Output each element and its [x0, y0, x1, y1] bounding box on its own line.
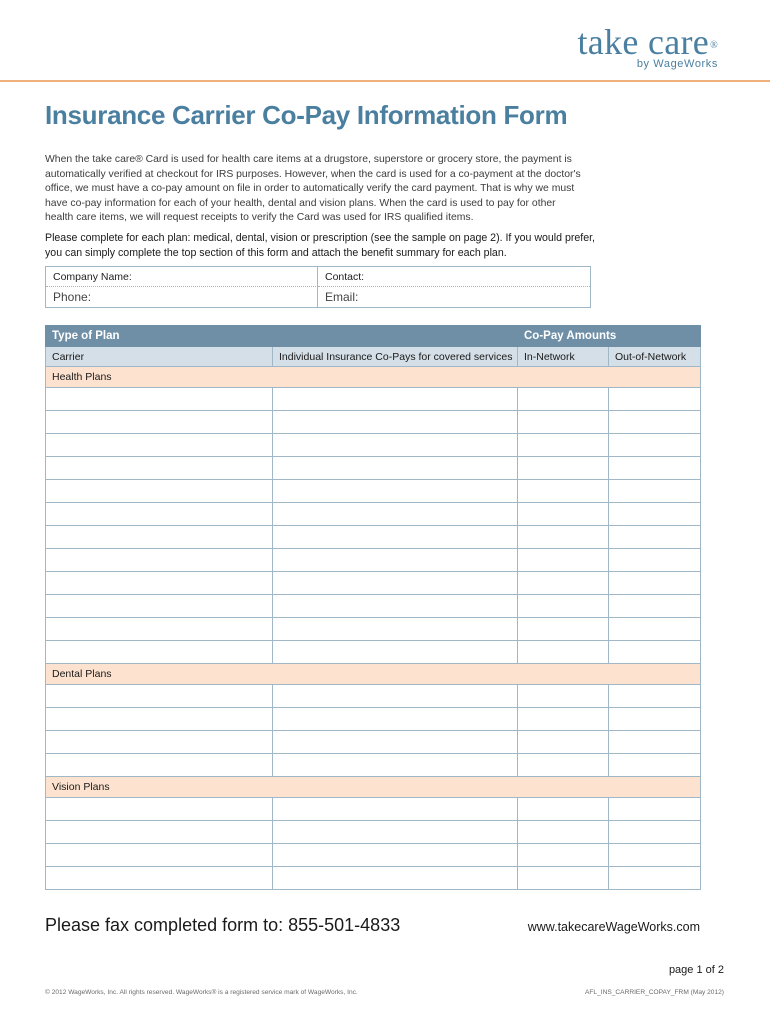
carrier-cell[interactable]: [46, 480, 273, 503]
table-row: [46, 503, 701, 526]
table-row: [46, 388, 701, 411]
copays-cell[interactable]: [273, 618, 518, 641]
table-row: [46, 708, 701, 731]
out-of-network-cell[interactable]: [609, 434, 701, 457]
in-network-cell[interactable]: [518, 867, 609, 890]
fax-instruction: Please fax completed form to: 855-501-4833: [45, 915, 401, 935]
in-network-cell[interactable]: [518, 434, 609, 457]
out-of-network-cell[interactable]: [609, 844, 701, 867]
copays-cell[interactable]: [273, 731, 518, 754]
out-of-network-cell[interactable]: [609, 731, 701, 754]
out-of-network-cell[interactable]: [609, 708, 701, 731]
contact-info-box: [45, 266, 591, 308]
email-field[interactable]: Email:: [325, 290, 359, 304]
carrier-cell[interactable]: [46, 388, 273, 411]
logo-wordmark: take care®: [577, 22, 718, 62]
carrier-cell[interactable]: [46, 595, 273, 618]
table-row: [46, 526, 701, 549]
in-network-cell[interactable]: [518, 503, 609, 526]
in-network-cell[interactable]: [518, 731, 609, 754]
carrier-cell[interactable]: [46, 754, 273, 777]
in-network-cell[interactable]: [518, 821, 609, 844]
carrier-cell[interactable]: [46, 411, 273, 434]
in-network-cell[interactable]: [518, 754, 609, 777]
page-number: page 1 of 2: [668, 964, 724, 976]
table-row: [46, 798, 701, 821]
logo-byline: by WageWorks: [636, 58, 718, 70]
copays-cell[interactable]: [273, 480, 518, 503]
table-row: [46, 641, 701, 664]
carrier-cell[interactable]: [46, 798, 273, 821]
copays-cell[interactable]: [273, 503, 518, 526]
copays-cell[interactable]: [273, 526, 518, 549]
out-of-network-cell[interactable]: [609, 457, 701, 480]
table-row: [46, 821, 701, 844]
table-row: [46, 867, 701, 890]
out-of-network-cell[interactable]: [609, 388, 701, 411]
carrier-cell[interactable]: [46, 867, 273, 890]
out-of-network-cell[interactable]: [609, 754, 701, 777]
out-of-network-column-header: Out-of-Network: [609, 347, 701, 367]
in-network-cell[interactable]: [518, 708, 609, 731]
in-network-cell[interactable]: [518, 618, 609, 641]
out-of-network-cell[interactable]: [609, 641, 701, 664]
intro-paragraph: When the take care® Card is used for health care items at a drugstore, superstore or grocery store, the payment is automatically verified at checkout for IRS purposes. However, when the card is used for a co-payment at the doctor's office, we must have a co-pay amount on file in order to automatically verify the card payment. That is why we must have co-pay information for each of your health, dental and vision plans. When the card is used to pay for other health care items, we will request receipts to verify the Card was used for IRS qualified items.: [45, 154, 581, 224]
in-network-cell[interactable]: [518, 480, 609, 503]
out-of-network-cell[interactable]: [609, 549, 701, 572]
out-of-network-cell[interactable]: [609, 595, 701, 618]
copays-cell[interactable]: [273, 572, 518, 595]
copays-cell[interactable]: [273, 434, 518, 457]
carrier-cell[interactable]: [46, 708, 273, 731]
out-of-network-cell[interactable]: [609, 685, 701, 708]
copays-cell[interactable]: [273, 388, 518, 411]
table-row: [46, 731, 701, 754]
table-row: [46, 549, 701, 572]
in-network-cell[interactable]: [518, 526, 609, 549]
in-network-cell[interactable]: [518, 457, 609, 480]
page-title: Insurance Carrier Co-Pay Information Form: [45, 100, 568, 130]
copays-cell[interactable]: [273, 867, 518, 890]
out-of-network-cell[interactable]: [609, 821, 701, 844]
copays-cell[interactable]: [273, 685, 518, 708]
out-of-network-cell[interactable]: [609, 480, 701, 503]
copay-amounts-header: Co-Pay Amounts: [518, 326, 701, 347]
copays-cell[interactable]: [273, 457, 518, 480]
out-of-network-cell[interactable]: [609, 618, 701, 641]
table-header-row: [46, 326, 701, 347]
copays-cell[interactable]: [273, 595, 518, 618]
section-row: [46, 664, 701, 685]
carrier-cell[interactable]: [46, 549, 273, 572]
out-of-network-cell[interactable]: [609, 572, 701, 595]
table-row: [46, 685, 701, 708]
out-of-network-cell[interactable]: [609, 526, 701, 549]
company-name-field[interactable]: Company Name:: [46, 267, 318, 287]
copyright-notice: © 2012 WageWorks, Inc. All rights reserved. WageWorks® is a registered service mark of WageWorks, Inc.: [45, 989, 358, 996]
out-of-network-cell[interactable]: [609, 867, 701, 890]
section-row: [46, 367, 701, 388]
in-network-cell[interactable]: [518, 844, 609, 867]
table-row: [46, 595, 701, 618]
table-row: [46, 844, 701, 867]
website-link[interactable]: www.takecareWageWorks.com: [527, 920, 700, 934]
copays-cell[interactable]: [273, 798, 518, 821]
copays-cell[interactable]: [273, 549, 518, 572]
carrier-cell[interactable]: [46, 685, 273, 708]
carrier-cell[interactable]: [46, 434, 273, 457]
out-of-network-cell[interactable]: [609, 503, 701, 526]
carrier-cell[interactable]: [46, 731, 273, 754]
carrier-cell[interactable]: [46, 572, 273, 595]
contact-field[interactable]: Contact:: [318, 267, 590, 287]
in-network-cell[interactable]: [518, 388, 609, 411]
table-row: [46, 754, 701, 777]
table-row: [46, 480, 701, 503]
column-header-row: [46, 347, 701, 367]
in-network-cell[interactable]: [518, 595, 609, 618]
copay-table: [45, 325, 701, 890]
section-row: [46, 777, 701, 798]
in-network-column-header: In-Network: [518, 347, 609, 367]
carrier-cell[interactable]: [46, 641, 273, 664]
out-of-network-cell[interactable]: [609, 411, 701, 434]
in-network-cell[interactable]: [518, 411, 609, 434]
carrier-cell[interactable]: [46, 821, 273, 844]
carrier-cell[interactable]: [46, 526, 273, 549]
copays-cell[interactable]: [273, 844, 518, 867]
header-divider: [0, 80, 770, 82]
table-row: [46, 434, 701, 457]
section-label: Vision Plans: [46, 777, 701, 798]
carrier-cell[interactable]: [46, 457, 273, 480]
take-care-logo: [578, 22, 719, 70]
in-network-cell[interactable]: [518, 641, 609, 664]
carrier-column-header: Carrier: [46, 347, 273, 367]
carrier-cell[interactable]: [46, 503, 273, 526]
in-network-cell[interactable]: [518, 685, 609, 708]
copays-cell[interactable]: [273, 411, 518, 434]
copays-cell[interactable]: [273, 821, 518, 844]
copays-column-header: Individual Insurance Co-Pays for covered services: [273, 347, 518, 367]
out-of-network-cell[interactable]: [609, 798, 701, 821]
carrier-cell[interactable]: [46, 618, 273, 641]
instructions-paragraph: Please complete for each plan: medical, dental, vision or prescription (see the sample on page 2). If you would prefer, you can simply complete the top section of this form and attach the benefit summary for each plan.: [45, 232, 596, 259]
form-code: AFL_INS_CARRIER_COPAY_FRM (May 2012): [585, 989, 724, 996]
type-of-plan-header: Type of Plan: [46, 326, 518, 347]
carrier-cell[interactable]: [46, 844, 273, 867]
copays-cell[interactable]: [273, 754, 518, 777]
in-network-cell[interactable]: [518, 572, 609, 595]
copays-cell[interactable]: [273, 641, 518, 664]
table-row: [46, 618, 701, 641]
table-row: [46, 572, 701, 595]
copays-cell[interactable]: [273, 708, 518, 731]
phone-field[interactable]: Phone:: [46, 287, 318, 308]
in-network-cell[interactable]: [518, 798, 609, 821]
section-label: Dental Plans: [46, 664, 701, 685]
table-row: [46, 457, 701, 480]
table-row: [46, 411, 701, 434]
in-network-cell[interactable]: [518, 549, 609, 572]
section-label: Health Plans: [46, 367, 701, 388]
